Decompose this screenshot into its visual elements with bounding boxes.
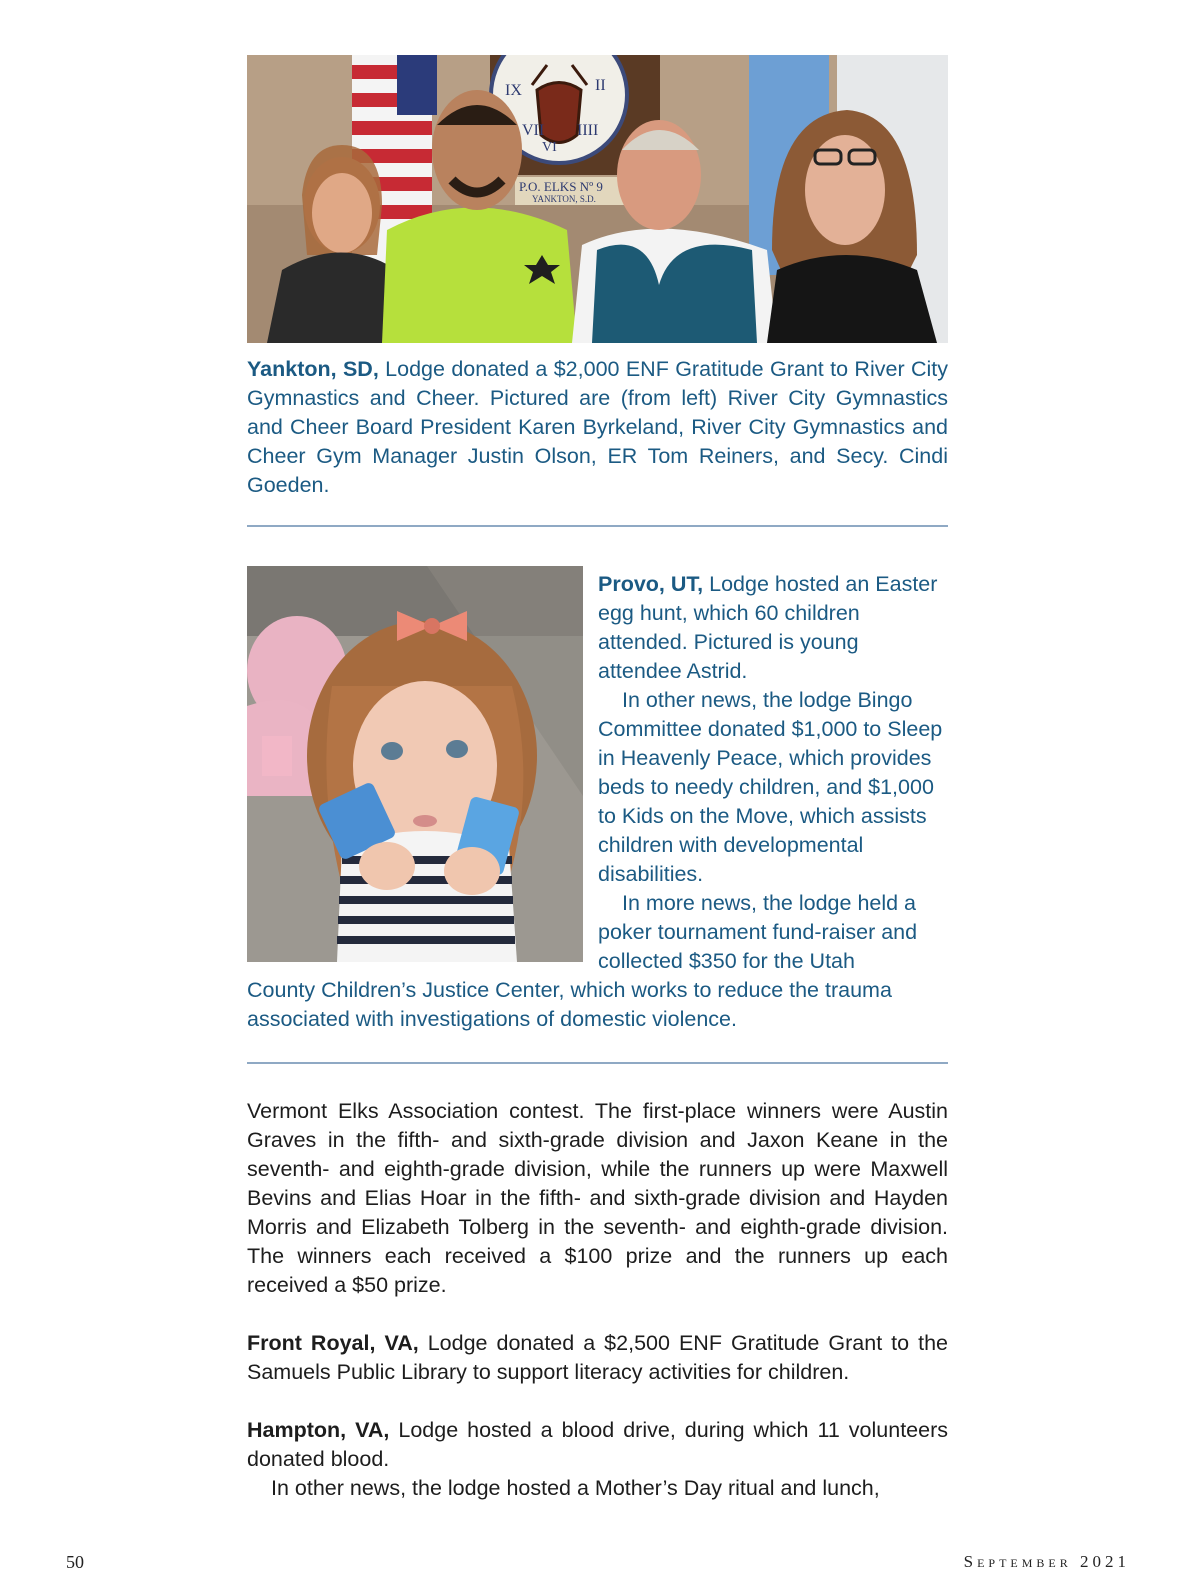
hampton-p2: In other news, the lodge hosted a Mother’s Day ritual and lunch, bbox=[271, 1476, 880, 1500]
body-column bbox=[247, 1097, 948, 1503]
provo-lead: Provo, UT, bbox=[598, 572, 704, 596]
issue-date: September 2021 bbox=[963, 1552, 1130, 1571]
yankton-caption bbox=[247, 355, 948, 500]
provo-p3-end: County Children’s Justice Center, which works to reduce the trauma associated with investigations of domestic violence. bbox=[247, 978, 892, 1031]
provo-child-photo bbox=[247, 566, 583, 962]
front-royal-text: Lodge donated a $2,500 ENF Gratitude Grant to the Samuels Public Library to support literacy activities for children. bbox=[247, 1331, 948, 1384]
front-royal-lead: Front Royal, VA, bbox=[247, 1331, 419, 1355]
section-divider bbox=[247, 525, 948, 527]
yankton-lead: Yankton, SD, bbox=[247, 357, 379, 381]
front-royal-paragraph bbox=[247, 1329, 948, 1387]
section-divider-2 bbox=[247, 1062, 948, 1064]
yankton-group-photo bbox=[247, 55, 948, 343]
hampton-text: Lodge hosted a blood drive, during which 11 volunteers donated blood. bbox=[247, 1418, 948, 1471]
hampton-paragraph bbox=[247, 1416, 948, 1474]
yankton-photo-illustration bbox=[247, 55, 948, 343]
provo-p1: Lodge hosted an Easter egg hunt, which 60 children attended. Pictured is young attendee Astrid. bbox=[598, 572, 938, 683]
provo-p2: In other news, the lodge Bingo Committee donated $1,000 to Sleep in Heavenly Peace, which provides beds to needy children, and $1,000 to Kids on the Move, which assists children with developmental disabilities. bbox=[598, 688, 943, 886]
provo-caption bbox=[598, 570, 948, 976]
vermont-paragraph: Vermont Elks Association contest. The first-place winners were Austin Graves in the fifth- and sixth-grade division and Jaxon Keane in the seventh- and eighth-grade division, while the runners up were Maxwell Bevins and Elias Hoar in the fifth- and sixth-grade division and Hayden Morris and Elizabeth Tolberg in the seventh- and eighth-grade division. The winners each received a $100 prize and the runners up each received a $50 prize. bbox=[247, 1099, 948, 1297]
provo-p3-start: In more news, the lodge held a poker tournament fund-raiser and collected $350 for the Utah bbox=[598, 891, 918, 973]
yankton-text: Lodge donated a $2,000 ENF Gratitude Grant to River City Gymnastics and Cheer. Pictured are (from left) River City Gymnastics and Cheer Board President Karen Byrkeland, River City Gymnastics and Cheer Gym Manager Justin Olson, ER Tom Reiners, and Secy. Cindi Goeden. bbox=[247, 357, 948, 497]
svg-text:IX: IX bbox=[505, 82, 522, 99]
provo-photo-illustration bbox=[247, 566, 583, 962]
svg-text:VII: VII bbox=[522, 122, 545, 139]
provo-caption-tail bbox=[247, 976, 948, 1034]
svg-text:VI: VI bbox=[542, 140, 557, 155]
svg-text:IIII: IIII bbox=[577, 122, 599, 139]
page-number: 50 bbox=[66, 1552, 84, 1572]
hampton-lead: Hampton, VA, bbox=[247, 1418, 390, 1442]
svg-text:II: II bbox=[595, 77, 606, 94]
svg-text:P.O. ELKS Nº 9: P.O. ELKS Nº 9 bbox=[519, 179, 603, 194]
svg-text:YANKTON, S.D.: YANKTON, S.D. bbox=[532, 194, 596, 204]
